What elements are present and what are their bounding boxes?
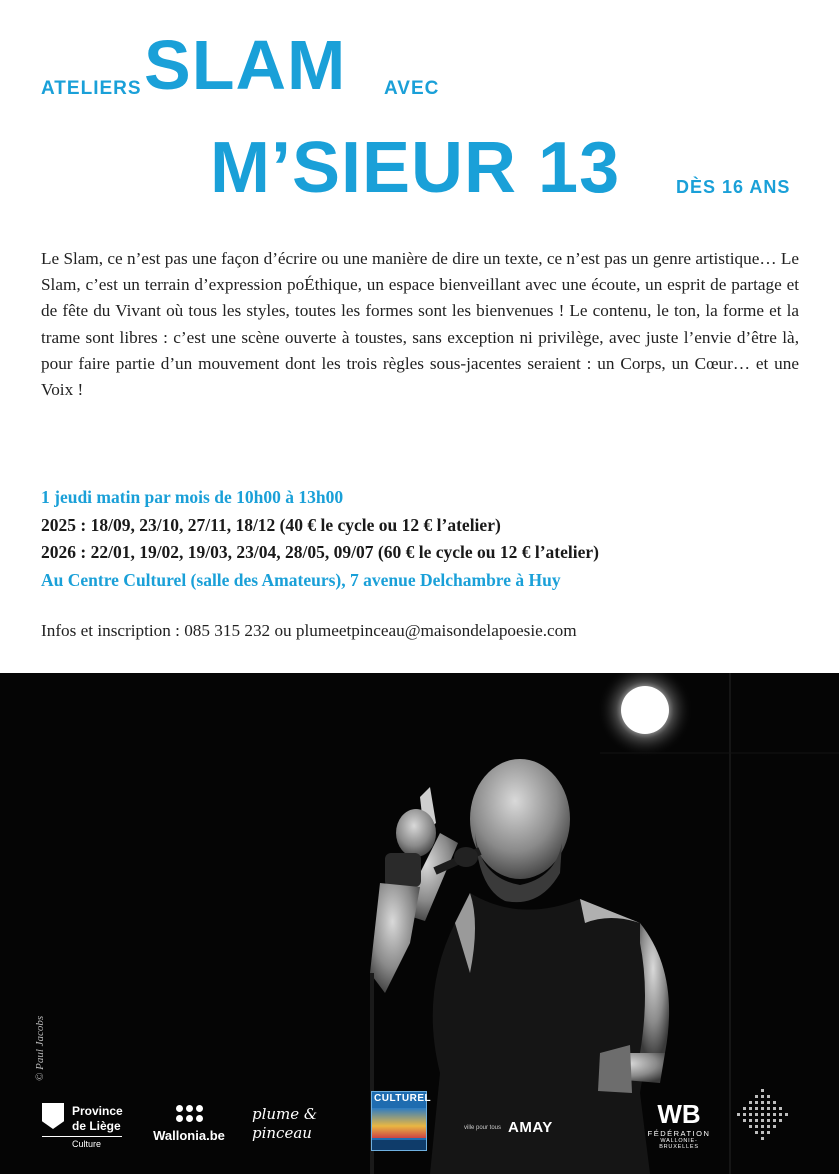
schedule-dates-2025: 2025 : 18/09, 23/10, 27/11, 18/12 (40 € le cycle ou 12 € l’atelier) [41,514,501,535]
amay-text: AMAY [508,1119,553,1136]
title-avec: AVEC [384,78,440,99]
schedule-frequency: 1 jeudi matin par mois de 10h00 à 13h00 [41,487,344,507]
plume-line2: pinceau [252,1124,312,1142]
province-line1: Province [72,1104,123,1118]
schedule-location: Au Centre Culturel (salle des Amateurs), 7 avenue Delchambre à Huy [41,569,561,590]
wallonia-logo [148,1105,230,1149]
title-slam: SLAM [144,26,347,104]
photo-credit-text: © Paul Jacobs [34,1015,46,1081]
plume-line1: plume & [252,1105,318,1123]
photo-credit [30,1005,50,1085]
title-ateliers: ATELIERS [41,78,142,99]
culturel-image [372,1108,426,1138]
fwb-mark: WB [657,1099,701,1129]
province-divider [42,1136,122,1137]
plume-pinceau-logo [252,1105,344,1153]
schedule-dates-2026: 2026 : 22/01, 19/02, 19/03, 23/04, 28/05, 09/07 (60 € le cycle ou 12 € l’atelier) [41,542,599,562]
province-de-liege-logo [42,1101,132,1149]
culturel-footer [372,1140,426,1150]
amay-tagline: ville pour tous [464,1125,502,1131]
federation-wallonie-bruxelles-logo [642,1099,716,1155]
diamond-pattern-logo [728,1087,798,1153]
schedule-block [41,484,821,594]
poster-title [0,0,839,220]
fwb-line1: FÉDÉRATION [647,1129,711,1138]
diamond-icon [728,1087,798,1153]
province-line2: de Liège [72,1119,121,1133]
sponsor-logos [0,1085,839,1155]
province-line3: Culture [72,1139,102,1149]
age-requirement: DÈS 16 ANS [676,177,791,197]
fwb-line2: WALLONIE-BRUXELLES [659,1138,699,1150]
wallonia-dots-icon [148,1105,230,1122]
culturel-text: CULTUREL [374,1093,432,1104]
centre-culturel-logo [371,1091,432,1151]
title-artist-name: M’SIEUR 13 [210,128,621,208]
description-paragraph: Le Slam, ce n’est pas une façon d’écrire ou une manière de dire un texte, ce n’est pas un genre artistique… Le Slam, c’est un terrain d’expression poÉthique, un espace bienveillant avec une écoute, un esprit de partage et de fête du Vivant où tous les styles, toutes les formes sont les bienvenues ! Le contenu, le ton, la forme et la trame sont libres : c’est une scène ouverte à toustes, sans exception ni privilège, avec juste l’envie d’être là, pour faire partie d’un mouvement dont les trois règles sous-jacentes seraient : un Corps, un Cœur… et une Voix ! [41,249,799,400]
shield-icon [42,1103,64,1129]
contact-info: Infos et inscription : 085 315 232 ou plumeetpinceau@maisondelapoesie.com [41,621,577,640]
amay-logo [464,1119,574,1139]
wallonia-text: Wallonia.be [153,1128,225,1143]
